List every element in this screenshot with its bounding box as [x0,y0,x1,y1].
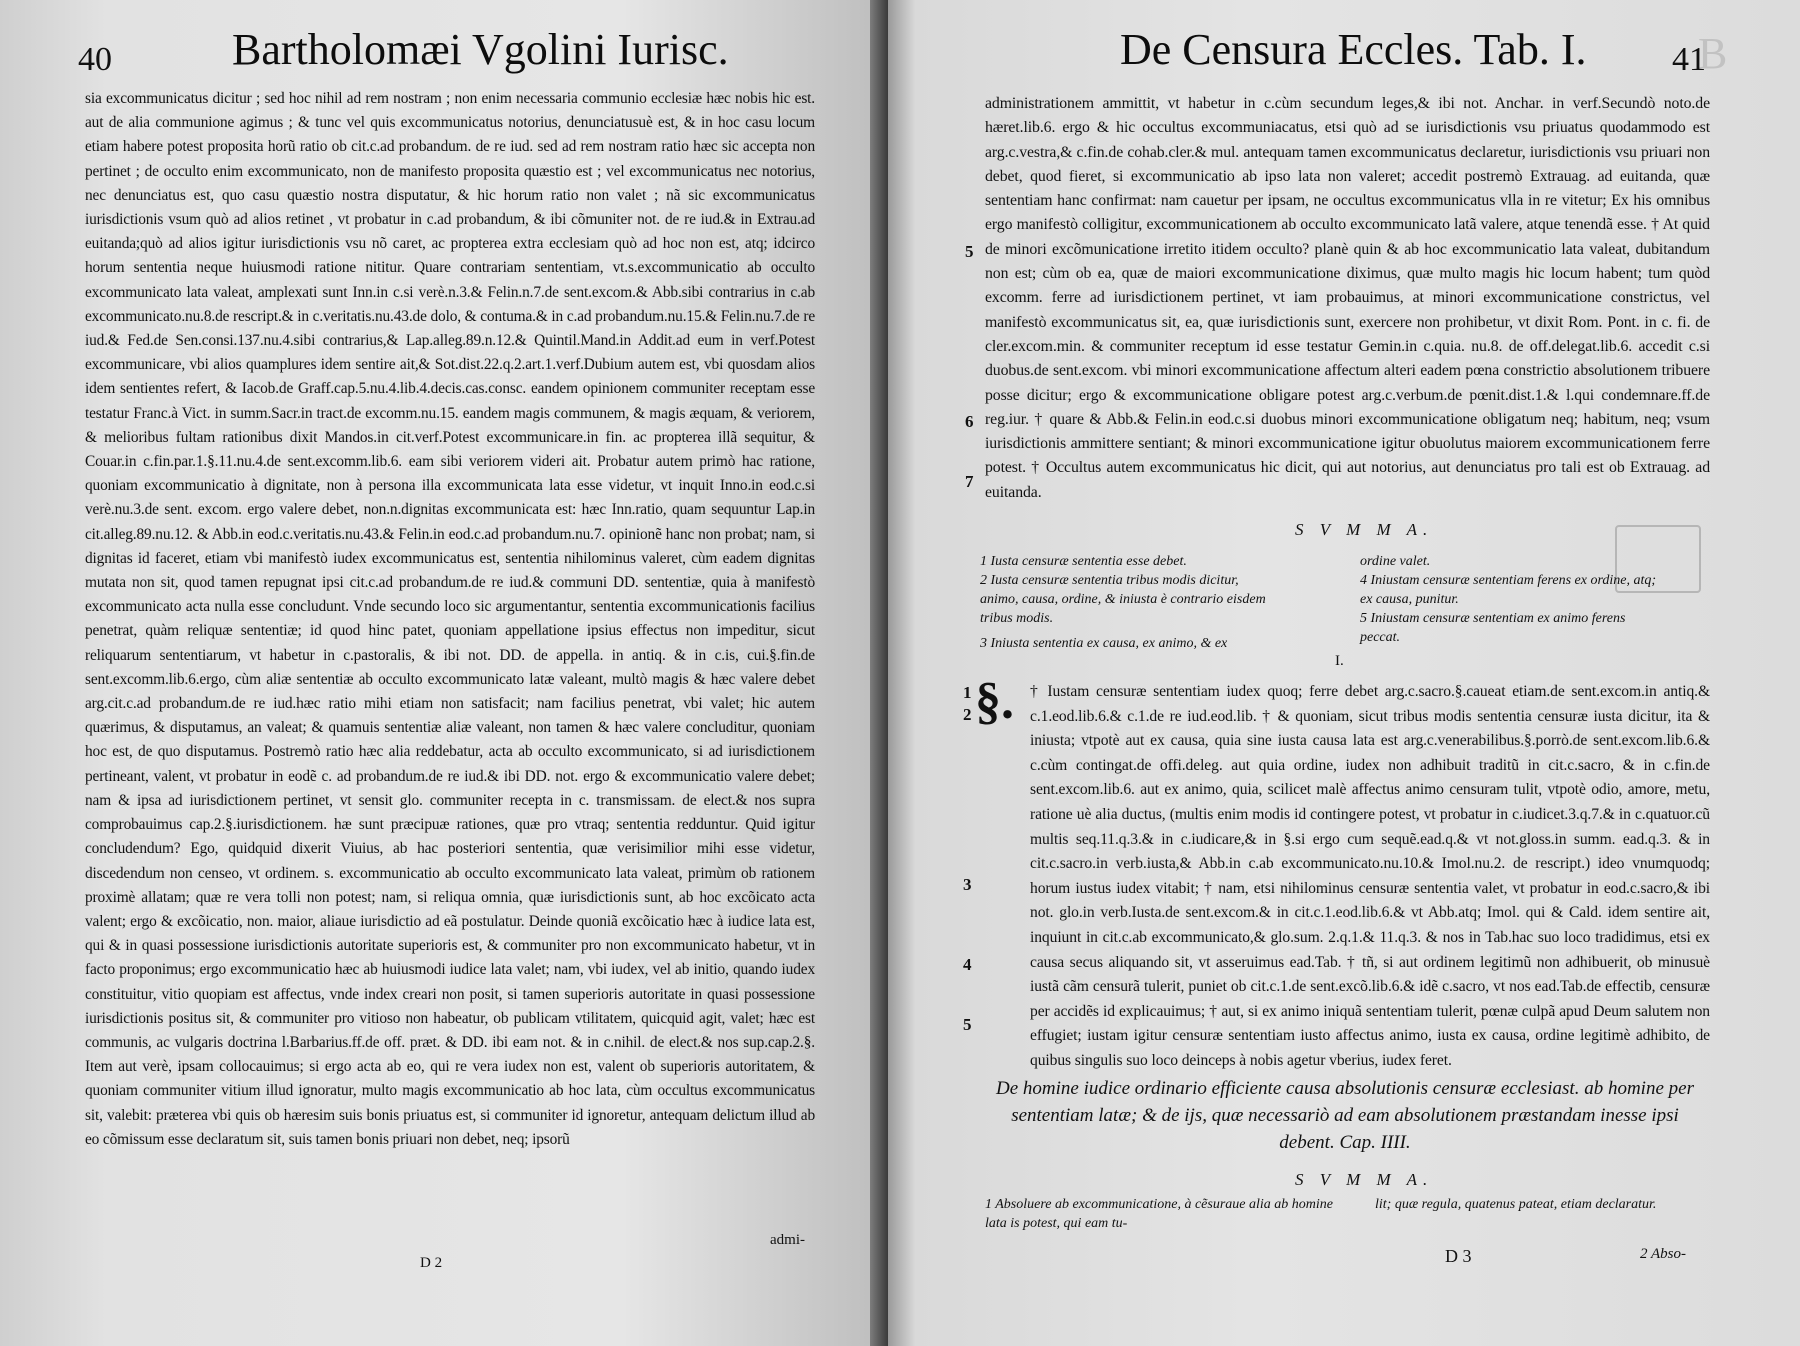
right-page-body-top [985,92,1710,505]
folio-left: 40 [78,41,112,78]
section-mark: §. [975,673,1014,730]
folio-right: 41 [1672,41,1706,78]
catchword-right: 2 Abso- [1640,1246,1686,1262]
summa-item: 1 Iusta censuræ sententia esse debet. [980,554,1187,569]
section-number: I. [1335,653,1344,669]
summa-item: 2 Iusta censuræ sententia tribus modis dicitur, animo, causa, ordine, & iniusta è contrario eisdem tribus modis. [980,573,1266,626]
summa-item: 5 Iniustam censuræ sententiam ex animo ferens peccat. [1360,611,1626,645]
summa-label-2: S V M M A. [1295,1170,1434,1189]
margin-number: 4 [963,955,972,974]
bleed-through: B [1698,29,1728,78]
summa-item: ordine valet. [1360,554,1431,569]
left-page [0,0,888,1346]
signature-right: D 3 [1445,1246,1472,1266]
body-text: administrationem ammittit, vt habetur in c.cùm secundum leges,& ibi not. Anchar. in verf.Secundò noto.de hæret.lib.6. ergo & hic occultus excommuniacatus, etsi quò ad se iurisdictionis vsu priuatus quodammodo est arg.c.vestra,& c.fin.de cohab.cler.& mul. antequam tamen excommunicatus declaretur, iurisdictionis vsu priuari non debet, quod fieret, si excommunicatio ab ipso lata non valeret; accedit postremò Extrauag. ad euitanda, quæ sententiam hanc confirmat: nam cauetur per ipsam, ne occultus excommunicatus vlla in re vitetur; Ex his omnibus ergo manifestò colligitur, excommunicationem ab occulto excommunicato latã valere, atque tenendã esse. † At quid de minori excõmunicatione irretito itidem occulto? planè quin & ab hoc excommunicatio lata valeat, dubitandum non est; cùm ob ea, quæ de maiori excommunicatione diximus, quæ multo magis hic locum habent; tum quòd excomm. ferre ad iurisdictionem pertinet, vt iam probauimus, at minori excommunicatione constrictus, vel manifestò excommunicatus sit, ea, quæ iurisdictionis sunt, exercere non prohibetur, vt dixit Rom. Pont. in c. fi. de cler.excom.min. & communiter receptum id esse testatur Gemin.in c.quia. nu.8. de off.delegat.lib.6. accedit c.si duobus.de sent.excom. vbi minori excommunicatione affectum alteri eadem pœna constrictio absolutionem tribuere posse dicitur; ergo & excommunicatione obligare potest arg.c.verbum.de pœnit.dist.1.& l.qui condemnare.ff.de reg.iur. † quare & Abb.& Felin.in eod.c.si duobus minori excommunicatione obligatum neq; habitum, neq; vsum iurisdictionis ammittere sentiant; & minori excommunicatione igitur obuolutus maiorem excommunicationem ferre potest. † Occultus autem excommunicatus hic dicit, qui aut notorius, aut denunciatus pro tali est ob Extrauag. ad euitanda. [985,95,1710,501]
summa-item: 3 Iniusta sententia ex causa, ex animo, & ex [980,636,1228,651]
margin-number: 2 [963,705,972,724]
running-head-right: De Censura Eccles. Tab. I. [1120,25,1587,74]
margin-number: 7 [965,472,974,491]
body-text: sia excommunicatus dicitur ; sed hoc nihil ad rem nostram ; non enim necessaria communio ecclesiæ hæc nobis hic est. aut de alia communione agimus ; & tunc vel quis excommunicatus notorius, denunciatusuè est, & in hoc casu locum etiam habere potest proposita horũ ratio ob cit.c.ad probandum. de re iud. sed ad rem nostram ratio hæc sic accepta non pertinet ; de occulto enim excommunicato, non de manifesto proposita quæstio est ; vel excommunicatus nec notorius, nec denunciatus est, quo casu quæstio nostra disputatur, & hic horum ratio non valet ; nã sic excommunicatus iurisdictionis vsum quò ad alios retinet , vt probatur in c.ad probandum, & ibi cõmuniter not. de re iud.& in Extrau.ad euitanda;quò ad alios igitur iurisdictionis vsu nõ caret, ac propterea extra ecclesiam quò ad hoc non est, atq; idcirco horum sententia neque huiusmodi ratione nititur. Quare contrariam sententiam, vt.s.excommunicatio ab occulto excommunicato lata valeat, amplexati sunt Inn.in c.si verè.n.3.& Felin.n.7.de sent.excom.& Abb.sibi contrarius in c.ab excommunicato.nu.8.de rescript.& in c.veritatis.nu.43.de dolo, & contuma.& in c.ad probandum.nu.15.& Felin.nu.7.de re iud.& Fed.de Sen.consi.137.nu.4.sibi contrarius,& Lap.alleg.89.n.12.& Quintil.Mand.in Addit.ad eum in verf.Potest excommunicare, vbi alios quamplures idem sentire ait,& Sot.dist.22.q.2.art.1.verf.Dubium autem est, vbi quosdam alios idem sentientes refert, & Iacob.de Graff.cap.5.nu.4.lib.4.decis.cas.consc. eandem opinionem communiter receptam esse testatur Franc.à Vict. in summ.Sacr.in tract.de excomm.nu.15. eandem magis communem, & magis æquam, & veriorem, & melioribus fultam rationibus dixit Mandos.in cit.verf.Potest excommunicare.in fin. ac propterea illã sequitur, & Couar.in c.fin.par.1.§.11.nu.4.de sent.excomm.lib.6. eam sibi veriorem videri ait. Probatur autem primò hac ratione, quoniam excommunicatio à dignitate, non à persona illa excommunicata lata esse videtur, vt inquit Inno.in eod.c.si verè.nu.3.de sent. excom. ergo valere debet, non.n.dignitas excommunicata est: hæc Inn.ratio, quam sequuntur Lap.in cit.alleg.89.nu.12. & Abb.in eod.c.veritatis.nu.43.& Felin.in eod.c.ad probandum.nu.7. opinionẽ hanc non probat; nam, si dignitas id faceret, etiam vbi manifestò iudex excommunicatus est, sententia nihilominus valeret, cùm eadem dignitas mutata non sit, quod tamen repugnat ipsi cit.c.ad probandum.de re iud.& communi DD. sententiæ, quia à manifestò excommunicato acta nulla esse concludunt. Vnde secundo loco sic argumentantur, sententia excommunicationis facilius penetrat, quàm reliquæ sententiæ; id quod hinc patet, quoniam appellatione ipsius effectus non impeditur, sicut reliquarum sententiarum, vt habetur in c.pastoralis, & ibi not. DD. de appella. in antiq. & in c.is, cui.§.fin.de sent.excomm.lib.6.ergo, cùm aliæ sententiæ ab occulto excommunicato latæ valeant, multò magis & hæc valere debet arg.cit.c.ad probandum.de re iud.hæc ratio mihi etiam non satisfacit; nam facilius penetrat, vbi valet; hic autem quærimus, & disputamus, an valeat; & quamuis sententiæ aliæ valeant, non tamen & hæc valere concluditur, quoniam hoc est, de quo disputamus. Postremò ratio hæc alia reddebatur, acta ab occulto excommunicato, si ad iurisdictionem pertineant, valent, vt probatur in eodẽ c. ad probandum.de re iud.& ibi DD. not. ergo & excommunicatio valere debet; nam & ipsa ad iurisdictionem pertinet, vt sensit glo. communiter recepta in c. transmissam. de elect.& nos supra comprobauimus cap.2.§.iurisdictionem. hæ sunt præcipuæ rationes, quæ pro vtraq; sententia redduntur. Quid igitur concludendum? Ego, quidquid dixerit Viuius, ab hac posteriori sententia, quæ verisimilior mihi esse videtur, discedendum non censeo, vt ordinem. s. excommunicatio ab occulto excommunicato lata valeat, primùm ob rationem proximè allatam; quæ re vera tolli non potest; nam, si reliqua omnia, quæ iurisdictionis sunt, ab hoc excõicato acta valent; ergo & excõicatio, non. maior, aliaue iurisdictio ad eã postulatur. Deinde quoniã excõicatio hæc à iudice lata est, qui & in quasi possessione iurisdictionis autoritate superioris est, & communiter pro non excommunicato habetur, vt in facto proponimus; ergo excommunicatio hæc ab huiusmodi iudice lata valet; nam, vbi iudex, vel ab initio, quando iudex constituitur, vitio quopiam est affectus, vnde index creari non posit, si tamen superioris autoritate in quasi possessione iurisdictionis positus sit, & communiter pro vitioso non habeatur, ob publicam vtilitatem, quicquid agit, valet; hæc est communis, ac vulgaris doctrina l.Barbarius.ff.de off. præt. & DD. ibi eam not. & in c.nihil. de elect.& nos sup.cap.2.§. Item aut verè, ipsam collocauimus; si ergo acta ab eo, qui re vera iudex non est, valent ob superioris autoritatem, & quoniam communiter vitium illud ignoratur, multo magis excommunicatio ab hoc lata, cùm occultus excommunicatus sit, valebit: præterea vbi quis ob hæresim suis bonis priuatus est, si communiter id ignoretur, antequam delictum illud ab eo cõmissum esse declaratum sit, suis tamen bonis priuari non debet, neq; ipsorũ [85,90,815,1148]
margin-number: 5 [965,242,974,261]
margin-number: 6 [965,412,974,431]
margin-number: 5 [963,1015,972,1034]
summa-item: 1 Absoluere ab excommunicatione, à cẽsuraue alia ab homine lata is potest, qui eam tu- [985,1197,1333,1231]
margin-number: 1 [963,683,972,702]
right-page-section-body [1030,680,1710,1074]
running-head-left: Bartholomæi Vgolini Iurisc. [232,25,729,74]
left-page-body [85,87,815,1152]
catchword-left: admi- [770,1232,805,1248]
summa-item: lit; quæ regula, quatenus pateat, etiam declaratur. [1375,1197,1657,1212]
signature-left: D 2 [420,1255,443,1271]
chapter-heading: De homine iudice ordinario efficiente causa absolutionis censuræ ecclesiast. ab homine per sententiam latæ; & de ijs, quæ necessariò ad eam absolutionem præstandam inesse ipsi debent. Cap. IIII. [996,1078,1694,1153]
summa-label: S V M M A. [1295,520,1434,539]
margin-number: 3 [963,875,972,894]
summa-item: 4 Iniustam censuræ sententiam ferens ex ordine, atq; ex causa, punitur. [1360,573,1657,607]
body-text: † Iustam censuræ sententiam iudex quoq; ferre debet arg.c.sacro.§.caueat etiam.de sent.excom.in antiq.& c.1.eod.lib.6.& c.1.de re iud.eod.lib. † & quoniam, sicut tribus modis sententia censuræ iusta dicitur, ita & iniusta; vtpotè aut ex causa, quia sine iusta causa lata est arg.c.venerabilibus.§.porrò.de sent.excom.lib.6.& c.cùm contingat.de offi.deleg. aut quia ordine, iudex non adhibuit traditũ in cit.c.sacro, & in c.fin.de sent.excom.lib.6. aut ex animo, quia, scilicet malè affectus animo censuram tulit, vtpotè odio, amore, metu, ratione uè alia ductus, (multis enim modis id contingere potest, vt probatur in c.iudicet.3.q.7.& in c.quatuor.cũ multis seq.11.q.3.& in c.iudicare,& in §.si ergo cum sequẽ.ead.q.& vt not.gloss.in summ. ead.q.3. & in cit.c.sacro.in verb.iusta,& Abb.in c.ab excommunicato.nu.10.& Imol.nu.2. de rescript.) ideo vnumquodq; horum iustus iudex vitabit; † nam, etsi nihilominus censuræ sententia valet, vt probatur in eod.c.sacro,& ibi not. glo.in verb.Iusta.de sent.excom.& in cit.c.1.eod.lib.6.& vt Abb.atq; Imol. qui & Cald. idem sentire ait, inquiunt in cit.c.ab excommunicato,& glo.sum. 2.q.1.& 11.q.3. & nos in Tab.hac suo loco tradidimus, etsi ex causa secus aliquando sit, vt asseruimus ead.Tab. † tñ, si aut ordinem legitimũ non adhibuerit, ob minusuè iustã cãm censurã tulerit, puniet ob cit.c.1.de sent.excõ.lib.6.& idẽ c.sacro, vt nos ead.Tab.de effectib, censuræ per accidẽs id explicauimus; † aut, si ex animo iniquã sententiam tulerit, pœnæ culpã apud Deum salutem non effugiet; iustam igitur censuræ sententiam iusto affectus animo, iusta ex causa, ordine legitimè adhibito, de quibus singulis suo loco deinceps à nobis agetur vberius, iudex feret. [1030,683,1710,1069]
